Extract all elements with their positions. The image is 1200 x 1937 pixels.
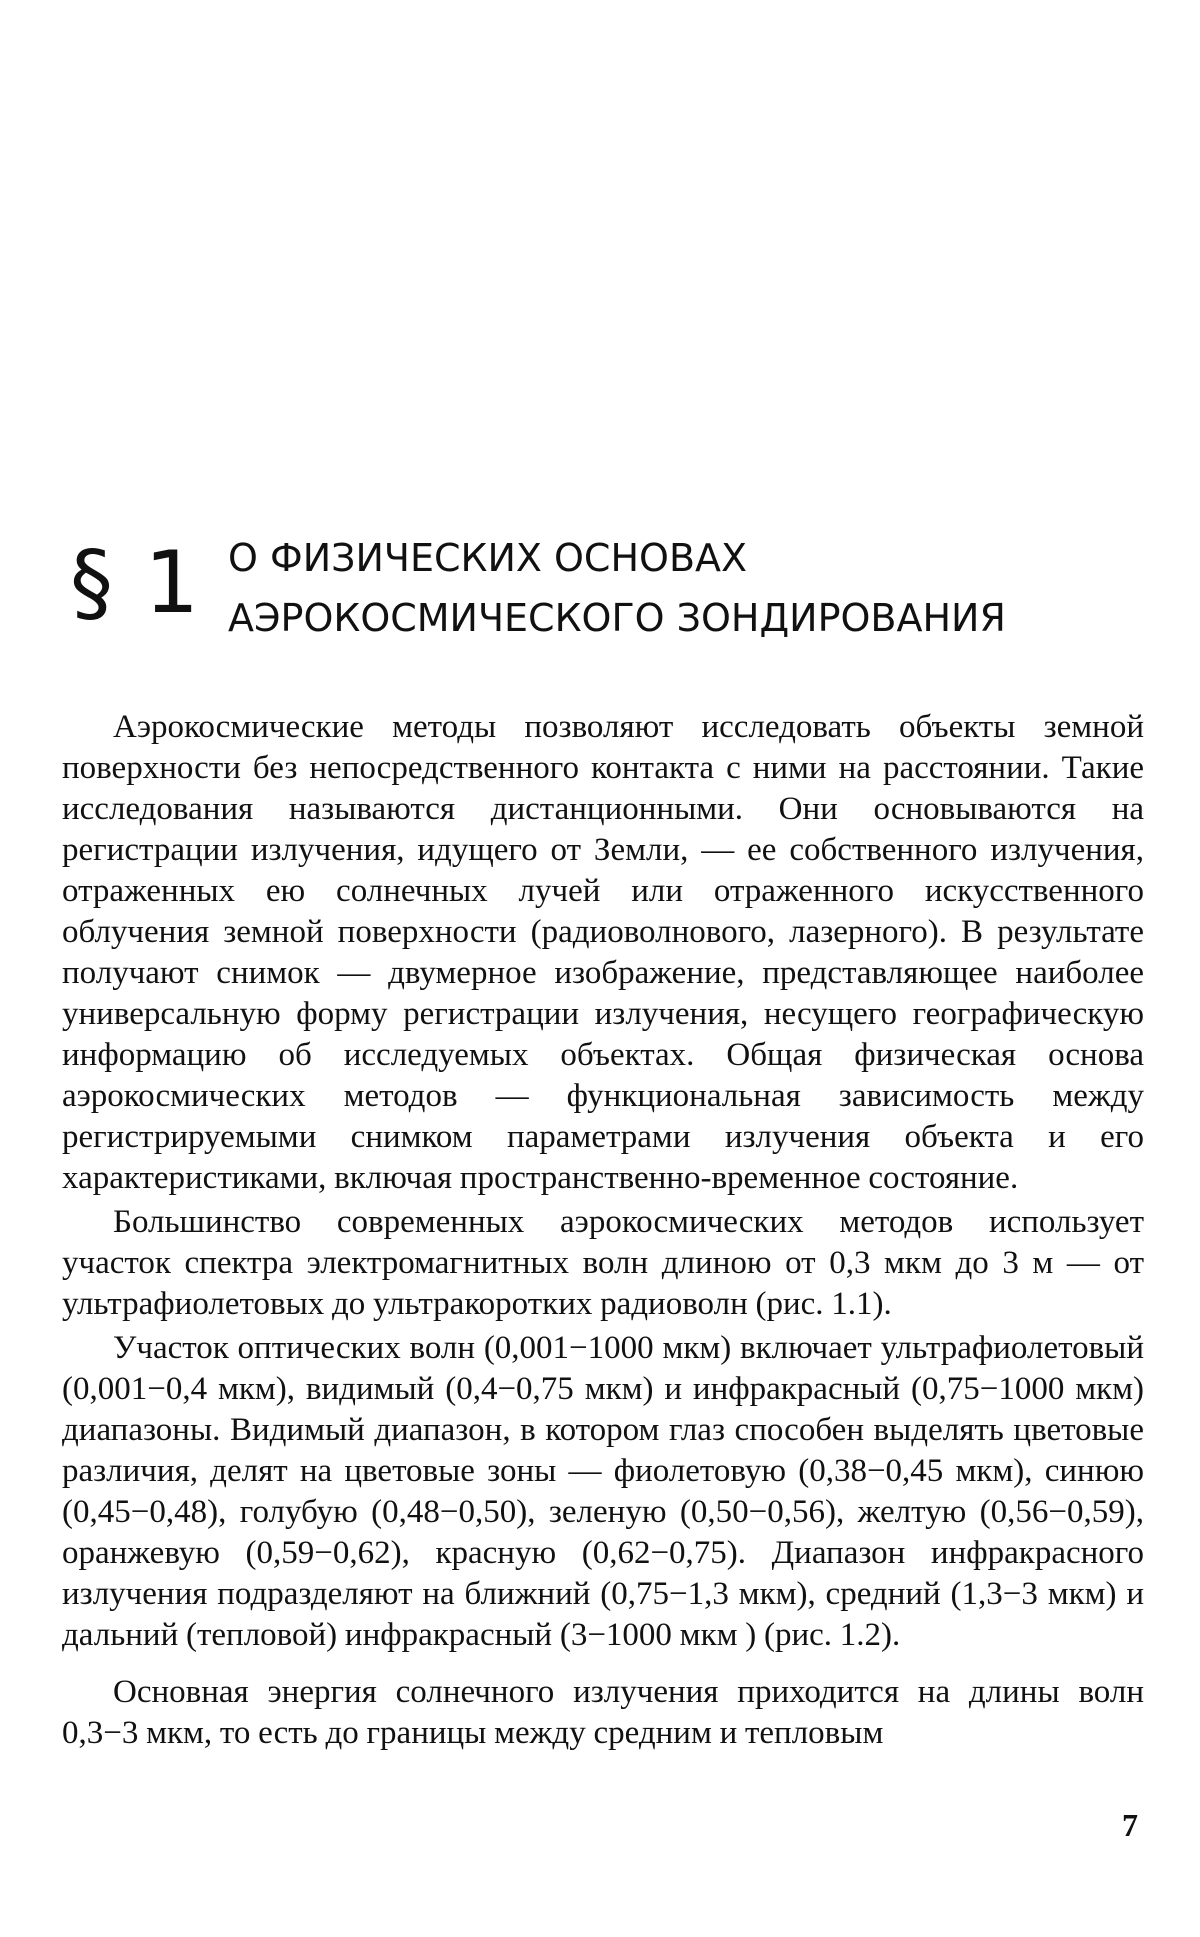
section-heading <box>70 528 1150 658</box>
body-text <box>62 707 1144 1757</box>
section-title <box>228 528 1006 648</box>
paragraph-3: Участок оптических волн (0,001−1000 мкм) включает ультрафиолетовый (0,001−0,4 мкм), видимый (0,4−0,75 мкм) и инфракрасный (0,75−1000 мкм) диапазоны. Видимый диапазон, в котором глаз способен выделять цветовые различия, делят на цветовые зоны — фиолетовую (0,38−0,45 мкм), синюю (0,45−0,48), голубую (0,48−0,50), зеленую (0,50−0,56), желтую (0,56−0,59), оранжевую (0,59−0,62), красную (0,62−0,75). Диапазон инфракрасного излучения подразделяют на ближний (0,75−1,3 мкм), средний (1,3−3 мкм) и дальний (тепловой) инфракрасный (3−1000 мкм ) (рис. 1.2). <box>62 1330 1144 1653</box>
paragraph-1: Аэрокосмические методы позволяют исследовать объекты земной поверхности без непосредственного контакта с ними на расстоянии. Такие исследования называются дистанционными. Они основываются на регистрации излучения, идущего от Земли, — ее собственного излучения, отраженных ею солнечных лучей или отраженного искусственного облучения земной поверхности (радиоволнового, лазерного). В результате получают снимок — двумерное изображение, представляющее наиболее универсальную форму регистрации излучения, несущего географическую информацию об исследуемых объектах. Общая физическая основа аэрокосмических методов — функциональная зависимость между регистрируемыми снимком параметрами излучения объекта и его характеристиками, включая пространственно-временное состояние. <box>62 709 1144 1196</box>
section-title-line-1: О ФИЗИЧЕСКИХ ОСНОВАХ <box>228 536 748 580</box>
section-title-line-2: АЭРОКОСМИЧЕСКОГО ЗОНДИРОВАНИЯ <box>228 596 1006 640</box>
paragraph-2: Большинство современных аэрокосмических методов использует участок спектра электромагнитных волн длиною от 0,3 мкм до 3 м — от ультрафиолетовых до ультракоротких радиоволн (рис. 1.1). <box>62 1204 1144 1322</box>
section-number: § 1 <box>70 533 202 633</box>
page-number: 7 <box>1122 1807 1138 1843</box>
paragraph-4: Основная энергия солнечного излучения приходится на длины волн 0,3−3 мкм, то есть до границы между средним и тепловым <box>62 1674 1144 1751</box>
